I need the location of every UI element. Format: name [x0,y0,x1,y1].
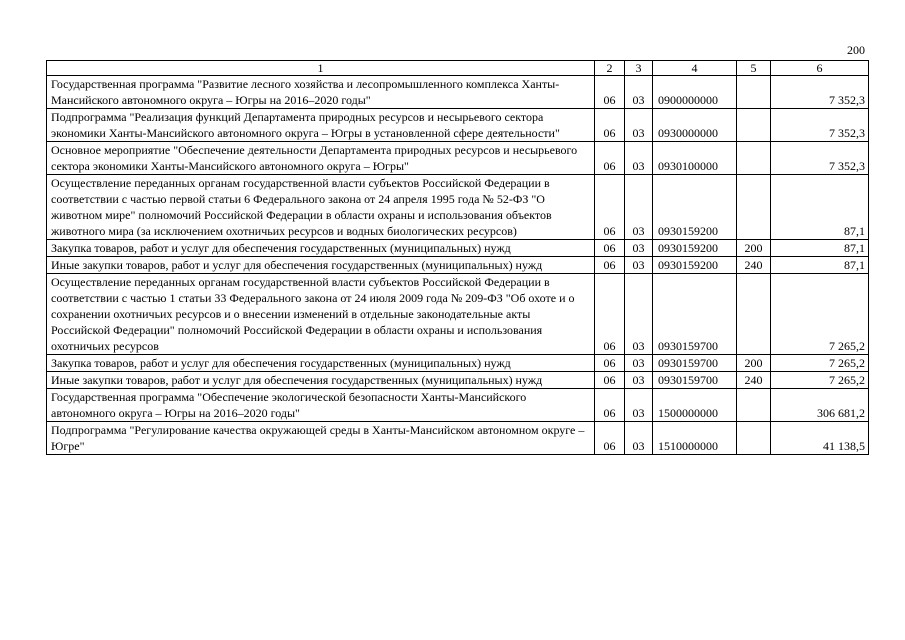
row-name: Государственная программа "Обеспечение экологической безопасности Ханты-Мансийского автономного округа – Югры на 2016–2020 годы" [47,389,595,422]
row-expense-type [737,274,771,355]
table-row [47,109,869,142]
row-expense-type [737,76,771,109]
row-target-article: 0930100000 [653,142,737,175]
table-row [47,257,869,274]
row-amount: 7 265,2 [771,372,869,389]
row-target-article: 0930159700 [653,274,737,355]
table-row [47,389,869,422]
row-amount: 41 138,5 [771,422,869,455]
row-amount: 87,1 [771,257,869,274]
table-header-row [47,61,869,76]
column-header-target-article: 4 [653,61,737,76]
row-target-article: 0900000000 [653,76,737,109]
row-section: 06 [595,389,625,422]
table-row [47,422,869,455]
row-section: 06 [595,257,625,274]
row-section: 06 [595,142,625,175]
row-section: 06 [595,240,625,257]
row-subsection: 03 [625,240,653,257]
row-amount: 87,1 [771,240,869,257]
row-target-article: 1510000000 [653,422,737,455]
table-row [47,274,869,355]
row-name: Подпрограмма "Реализация функций Департамента природных ресурсов и несырьевого сектора экономики Ханты-Мансийского автономного округа – Югры в установленной сфере деятельности" [47,109,595,142]
row-target-article: 1500000000 [653,389,737,422]
row-expense-type: 200 [737,355,771,372]
row-subsection: 03 [625,372,653,389]
row-target-article: 0930159700 [653,355,737,372]
row-subsection: 03 [625,389,653,422]
row-expense-type [737,389,771,422]
row-expense-type [737,109,771,142]
table-row [47,175,869,240]
row-subsection: 03 [625,142,653,175]
row-target-article: 0930159200 [653,175,737,240]
row-name: Закупка товаров, работ и услуг для обеспечения государственных (муниципальных) нужд [47,355,595,372]
row-name: Основное мероприятие "Обеспечение деятельности Департамента природных ресурсов и несырьевого сектора экономики Ханты-Мансийского автономного округа – Югры" [47,142,595,175]
row-target-article: 0930000000 [653,109,737,142]
row-subsection: 03 [625,109,653,142]
row-amount: 306 681,2 [771,389,869,422]
table-row [47,372,869,389]
row-section: 06 [595,175,625,240]
row-target-article: 0930159200 [653,257,737,274]
row-name: Осуществление переданных органам государственной власти субъектов Российской Федерации в соответствии с частью 1 статьи 33 Федерального закона от 24 июля 2009 года № 209-ФЗ "Об охоте и о сохранении охотничьих ресурсов и о внесении изменений в отдельные законодательные акты Российской Федерации" полномочий Российской Федерации в области охраны и использования охотничьих ресурсов [47,274,595,355]
row-name: Закупка товаров, работ и услуг для обеспечения государственных (муниципальных) нужд [47,240,595,257]
row-expense-type: 240 [737,372,771,389]
row-amount: 87,1 [771,175,869,240]
row-name: Государственная программа "Развитие лесного хозяйства и лесопромышленного комплекса Ханты-Мансийского автономного округа – Югры на 2016–2020 годы" [47,76,595,109]
page-number: 200 [847,43,865,57]
row-amount: 7 352,3 [771,109,869,142]
row-amount: 7 352,3 [771,142,869,175]
row-section: 06 [595,109,625,142]
column-header-name: 1 [47,61,595,76]
row-expense-type [737,142,771,175]
column-header-section: 2 [595,61,625,76]
table-row [47,240,869,257]
row-name: Осуществление переданных органам государственной власти субъектов Российской Федерации в соответствии с частью первой статьи 6 Федерального закона от 24 апреля 1995 года № 52-ФЗ "О животном мире" полномочий Российской Федерации в области охраны и использования объектов животного мира (за исключением охотничьих ресурсов и водных биологических ресурсов) [47,175,595,240]
row-subsection: 03 [625,274,653,355]
row-name: Иные закупки товаров, работ и услуг для обеспечения государственных (муниципальных) нужд [47,257,595,274]
row-expense-type [737,175,771,240]
row-subsection: 03 [625,257,653,274]
column-header-amount: 6 [771,61,869,76]
row-section: 06 [595,355,625,372]
row-section: 06 [595,372,625,389]
row-expense-type: 200 [737,240,771,257]
column-header-expense-type: 5 [737,61,771,76]
row-expense-type [737,422,771,455]
column-header-subsection: 3 [625,61,653,76]
budget-table [46,60,869,455]
row-subsection: 03 [625,422,653,455]
row-subsection: 03 [625,175,653,240]
row-expense-type: 240 [737,257,771,274]
row-section: 06 [595,76,625,109]
row-name: Иные закупки товаров, работ и услуг для обеспечения государственных (муниципальных) нужд [47,372,595,389]
row-amount: 7 352,3 [771,76,869,109]
row-section: 06 [595,422,625,455]
row-name: Подпрограмма "Регулирование качества окружающей среды в Ханты-Мансийском автономном округе – Югре" [47,422,595,455]
row-amount: 7 265,2 [771,274,869,355]
row-amount: 7 265,2 [771,355,869,372]
table-row [47,355,869,372]
row-target-article: 0930159200 [653,240,737,257]
table-row [47,142,869,175]
row-section: 06 [595,274,625,355]
row-target-article: 0930159700 [653,372,737,389]
table-row [47,76,869,109]
row-subsection: 03 [625,355,653,372]
row-subsection: 03 [625,76,653,109]
